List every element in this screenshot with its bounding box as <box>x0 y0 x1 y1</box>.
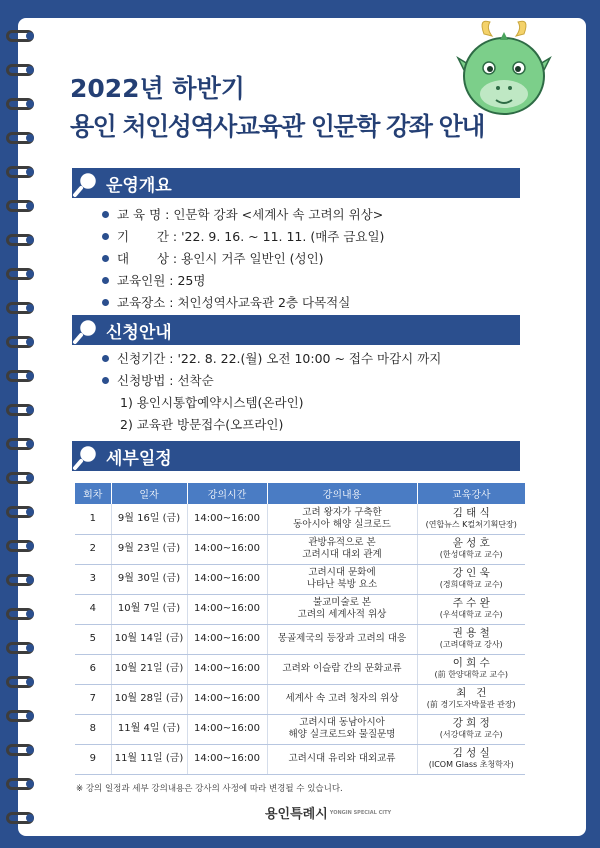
binding-hole <box>26 168 34 176</box>
binding-hole <box>26 610 34 618</box>
lecturer-name: 김 성 실 <box>452 747 490 759</box>
binding-hole <box>26 474 34 482</box>
session-number-cell: 5 <box>75 624 111 654</box>
city-logo-text: 용인특례시 <box>265 807 328 822</box>
column-header: 일자 <box>111 483 187 504</box>
binding-hole <box>26 134 34 142</box>
date-cell: 11월 11일 (금) <box>111 744 187 774</box>
table-row <box>75 654 525 684</box>
lecturer-cell <box>417 654 525 684</box>
time-cell: 14:00~16:00 <box>187 534 267 564</box>
lecture-content-cell <box>267 714 417 744</box>
session-number-cell: 7 <box>75 684 111 714</box>
binding-hole <box>26 576 34 584</box>
lecture-content: 관방유적으로 본 고려시대 대외 관계 <box>302 537 382 560</box>
lecture-content: 불교미술로 본 고려의 세계사적 위상 <box>297 597 387 620</box>
table-row <box>75 624 525 654</box>
bullet-icon <box>102 233 109 240</box>
binding-hole <box>26 372 34 380</box>
column-header: 강의내용 <box>267 483 417 504</box>
apply-heading: 신청안내 <box>106 322 172 343</box>
date-cell: 10월 7일 (금) <box>111 594 187 624</box>
overview-item: 기 간 : '22. 9. 16. ~ 11. 11. (매주 금요일) <box>102 225 384 247</box>
bullet-icon <box>102 277 109 284</box>
binding-hole <box>26 644 34 652</box>
overview-item: 교육장소 : 처인성역사교육관 2층 다목적실 <box>102 291 384 313</box>
apply-subitem: 1) 용인시통합예약시스템(온라인) <box>120 395 304 410</box>
lecturer-name: 이 희 수 <box>452 657 490 669</box>
lecturer-cell <box>417 504 525 534</box>
lecturer-name: 권 용 철 <box>452 627 490 639</box>
session-number-cell: 9 <box>75 744 111 774</box>
lecture-content: 몽골제국의 등장과 고려의 대응 <box>277 633 407 644</box>
binding-hole <box>26 440 34 448</box>
time-cell: 14:00~16:00 <box>187 594 267 624</box>
lecturer-affiliation: (경희대학교 교수) <box>439 580 503 589</box>
binding-hole <box>26 780 34 788</box>
lecturer-affiliation: (前 경기도자박물관 관장) <box>426 700 516 709</box>
time-cell: 14:00~16:00 <box>187 654 267 684</box>
binding-hole <box>26 32 34 40</box>
binding-hole <box>26 678 34 686</box>
lecturer-affiliation: (우석대학교 교수) <box>439 610 503 619</box>
session-number-cell: 3 <box>75 564 111 594</box>
column-header: 교육강사 <box>417 483 525 504</box>
bullet-icon <box>102 255 109 262</box>
binding-hole <box>26 338 34 346</box>
lecture-content-cell <box>267 624 417 654</box>
binding-hole <box>26 508 34 516</box>
lecturer-name: 주 수 완 <box>452 597 490 609</box>
overview-item: 교 육 명 : 인문학 강좌 <세계사 속 고려의 위상> <box>102 203 384 225</box>
binding-hole <box>26 66 34 74</box>
table-row <box>75 684 525 714</box>
binding-hole <box>26 814 34 822</box>
lecture-content-cell <box>267 594 417 624</box>
binding-hole <box>26 270 34 278</box>
lecturer-affiliation: (ICOM Glass 초청학자) <box>428 760 514 769</box>
table-row <box>75 534 525 564</box>
date-cell: 9월 23일 (금) <box>111 534 187 564</box>
lecture-content-cell <box>267 534 417 564</box>
time-cell: 14:00~16:00 <box>187 624 267 654</box>
schedule-table <box>75 483 525 775</box>
date-cell: 10월 14일 (금) <box>111 624 187 654</box>
session-number-cell: 6 <box>75 654 111 684</box>
binding-hole <box>26 304 34 312</box>
lecture-content-cell <box>267 744 417 774</box>
table-row <box>75 504 525 534</box>
bullet-icon <box>102 377 109 384</box>
binding-hole <box>26 542 34 550</box>
lecture-content: 고려시대 문화에 나타난 북방 요소 <box>306 567 378 590</box>
time-cell: 14:00~16:00 <box>187 714 267 744</box>
apply-section-header <box>72 315 172 345</box>
lecturer-cell <box>417 714 525 744</box>
binding-hole <box>26 712 34 720</box>
lecturer-affiliation: (연합뉴스 K컬쳐기획단장) <box>425 519 517 529</box>
city-logo <box>265 803 391 822</box>
bullet-icon <box>102 211 109 218</box>
column-header: 회차 <box>75 483 111 504</box>
table-row <box>75 744 525 774</box>
session-number-cell: 8 <box>75 714 111 744</box>
lecture-content-cell <box>267 654 417 684</box>
schedule-note: ※ 강의 일정과 세부 강의내용은 강사의 사정에 따라 변경될 수 있습니다. <box>76 784 343 794</box>
lecturer-cell <box>417 594 525 624</box>
session-number-cell: 4 <box>75 594 111 624</box>
spiral-binding <box>0 18 40 836</box>
overview-item: 교육인원 : 25명 <box>102 269 384 291</box>
lecture-content: 고려와 이슬람 간의 문화교류 <box>282 663 402 674</box>
lecture-content-cell <box>267 684 417 714</box>
binding-hole <box>26 236 34 244</box>
bullet-icon <box>102 299 109 306</box>
lecturer-name: 윤 성 호 <box>452 537 490 549</box>
lecturer-cell <box>417 744 525 774</box>
table-row <box>75 564 525 594</box>
time-cell: 14:00~16:00 <box>187 684 267 714</box>
binding-hole <box>26 746 34 754</box>
column-header: 강의시간 <box>187 483 267 504</box>
overview-item: 대 상 : 용인시 거주 일반인 (성인) <box>102 247 384 269</box>
apply-subitem: 2) 교육관 방문접수(오프라인) <box>120 417 284 432</box>
session-number-cell: 2 <box>75 534 111 564</box>
session-number-cell: 1 <box>75 504 111 534</box>
overview-section-header <box>72 168 172 198</box>
magnifier-icon <box>72 441 102 471</box>
overview-heading: 운영개요 <box>106 175 172 196</box>
city-logo-subtext: YONGIN SPECIAL CITY <box>329 809 392 816</box>
lecturer-affiliation: (한성대학교 교수) <box>439 550 503 559</box>
table-header-row <box>75 483 525 504</box>
lecturer-name: 김 태 식 <box>452 506 490 519</box>
binding-hole <box>26 100 34 108</box>
lecture-content-cell <box>267 504 417 534</box>
lecture-content: 고려시대 동남아시아 해양 실크로드와 물질문명 <box>288 717 396 740</box>
date-cell: 9월 30일 (금) <box>111 564 187 594</box>
schedule-heading: 세부일정 <box>106 448 172 469</box>
bullet-icon <box>102 355 109 362</box>
schedule-section-header <box>72 441 172 471</box>
table-row <box>75 714 525 744</box>
page-title <box>70 70 510 146</box>
time-cell: 14:00~16:00 <box>187 744 267 774</box>
time-cell: 14:00~16:00 <box>187 564 267 594</box>
lecturer-cell <box>417 684 525 714</box>
date-cell: 11월 4일 (금) <box>111 714 187 744</box>
apply-list <box>102 347 441 435</box>
magnifier-icon <box>72 168 102 198</box>
binding-hole <box>26 202 34 210</box>
table-row <box>75 594 525 624</box>
lecture-content-cell <box>267 564 417 594</box>
lecturer-affiliation: (서강대학교 교수) <box>439 730 503 739</box>
binding-hole <box>26 406 34 414</box>
title-line-2: 용인 처인성역사교육관 인문학 강좌 안내 <box>70 112 484 141</box>
date-cell: 10월 21일 (금) <box>111 654 187 684</box>
apply-item: 신청방법 : 선착순 <box>102 369 441 391</box>
lecturer-name: 강 희 정 <box>452 717 490 729</box>
lecturer-cell <box>417 534 525 564</box>
title-line-1: 2022년 하반기 <box>70 74 245 103</box>
lecture-content: 고려 왕자가 구축한 동아시아 해양 실크로드 <box>293 506 391 530</box>
overview-list <box>102 203 384 313</box>
lecturer-affiliation: (고려대학교 강사) <box>439 640 503 649</box>
lecturer-cell <box>417 624 525 654</box>
lecture-content: 고려시대 유리와 대외교류 <box>288 753 396 764</box>
date-cell: 9월 16일 (금) <box>111 504 187 534</box>
apply-item: 신청기간 : '22. 8. 22.(월) 오전 10:00 ~ 접수 마감시 까지 <box>102 347 441 369</box>
lecturer-name: 최 건 <box>456 687 487 699</box>
lecturer-name: 강 인 욱 <box>452 567 490 579</box>
date-cell: 10월 28일 (금) <box>111 684 187 714</box>
time-cell: 14:00~16:00 <box>187 504 267 534</box>
lecture-content: 세계사 속 고려 청자의 위상 <box>285 693 399 704</box>
lecturer-cell <box>417 564 525 594</box>
lecturer-affiliation: (前 한양대학교 교수) <box>434 670 508 679</box>
magnifier-icon <box>72 315 102 345</box>
